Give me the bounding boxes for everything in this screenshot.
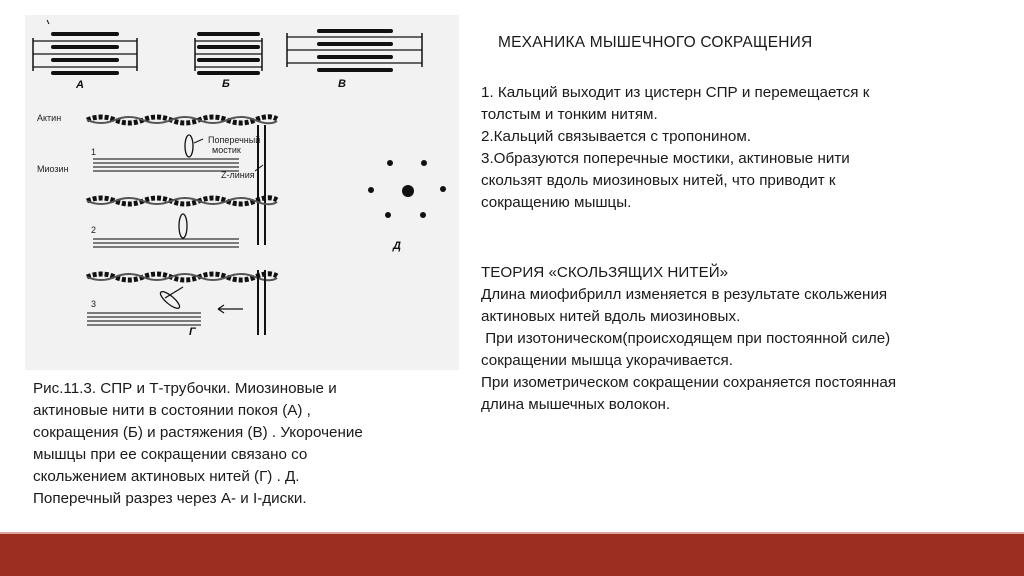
- theory-line: актиновых нитей вдоль миозиновых.: [481, 308, 741, 325]
- page-title: МЕХАНИКА МЫШЕЧНОГО СОКРАЩЕНИЯ: [498, 34, 813, 51]
- step-line: 3.Образуются поперечные мостики, актиновые нити: [481, 150, 850, 167]
- theory-line: При изотоническом(происходящем при постоянной силе): [481, 330, 891, 347]
- figure-drawing: [25, 15, 459, 370]
- actin-label: Актин: [37, 113, 62, 123]
- cross-section-diagram: [368, 160, 446, 218]
- footer-bar: [0, 532, 1024, 576]
- cross-bridge-label-line2: мостик: [212, 145, 241, 155]
- panel-g-label: Г: [189, 326, 196, 338]
- step-3-label: 3: [91, 299, 97, 309]
- panel-a-label: А: [76, 79, 84, 91]
- step-line: 2.Кальций связывается с тропонином.: [481, 128, 752, 145]
- panel-v-label: В: [338, 78, 346, 90]
- theory-heading: ТЕОРИЯ «СКОЛЬЗЯЩИХ НИТЕЙ»: [481, 264, 729, 281]
- panel-d-label: Д: [393, 240, 401, 252]
- sarcomere-figure: [25, 15, 459, 370]
- theory-line: Длина миофибрилл изменяется в результате скольжения: [481, 286, 888, 303]
- panel-b-label: Б: [222, 78, 230, 90]
- cross-bridge-label-line1: Поперечный: [208, 135, 261, 145]
- step-line: скользят вдоль миозиновых нитей, что приводит к: [481, 172, 836, 189]
- panel-a-diagram: [33, 20, 137, 73]
- step-line: сокращению мышцы.: [481, 194, 632, 211]
- theory-line: сокращении мышца укорачивается.: [481, 352, 733, 369]
- step-2-label: 2: [91, 225, 97, 235]
- panel-v-diagram: [287, 31, 422, 70]
- theory-line: При изометрическом сокращении сохраняется постоянная: [481, 374, 897, 391]
- sliding-filaments-diagram: [87, 117, 277, 335]
- contraction-steps: [481, 82, 981, 214]
- theory-line: длина мышечных волокон.: [481, 396, 671, 413]
- sliding-filament-theory: [481, 262, 1001, 416]
- myosin-label: Миозин: [37, 164, 69, 174]
- panel-b-diagram: [195, 34, 262, 73]
- step-line: толстым и тонким нитям.: [481, 106, 658, 123]
- step-line: 1. Кальций выходит из цистерн СПР и перемещается к: [481, 84, 870, 101]
- figure-caption: Рис.11.3. СПР и Т-трубочки. Миозиновые и актиновые нити в состоянии покоя (А) , сокращения (Б) и растяжения (В) . Укорочение мышцы при ее сокращении связано со скольжением актиновых нитей (Г) . Д. Поперечный разрез через А- и I-диски.: [33, 380, 363, 507]
- step-1-label: 1: [91, 147, 97, 157]
- z-line-label: Z-линия: [221, 170, 255, 180]
